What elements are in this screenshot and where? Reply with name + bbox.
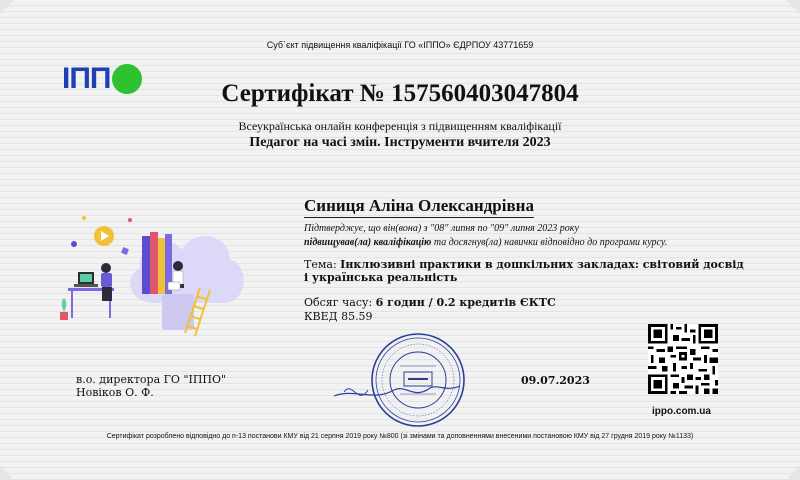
hours xyxy=(304,296,556,309)
topic-label: Тема: xyxy=(304,258,341,271)
corner-decoration xyxy=(786,0,800,14)
conference-name: Педагог на часі змін. Інструменти вчителя 2023 xyxy=(249,135,551,150)
confirmation-rest: та досягнув(ла) навички відповідно до програми курсу. xyxy=(431,237,668,248)
director-name: Новіков О. Ф. xyxy=(76,386,154,399)
corner-decoration xyxy=(0,0,14,14)
footer-note: Сертифікат розроблено відповідно до п-13 постанови КМУ від 21 серпня 2019 року №800 (зі змінами та доповненнями внесеними постановою КМУ від 27 грудня 2019 року №1133) xyxy=(106,433,694,440)
illustration-icon xyxy=(60,208,260,348)
confirmation-line-2 xyxy=(304,236,744,250)
certificate-title: Сертифікат № 157560403047804 xyxy=(221,80,579,107)
confirmation-line-1: Підтверджує, що він(вона) з "08" липня по "09" липня 2023 року xyxy=(304,223,579,234)
hours-value: 6 годин / 0.2 кредитів ЄКТС xyxy=(375,296,556,309)
corner-decoration xyxy=(0,466,14,480)
issue-date: 09.07.2023 xyxy=(521,374,590,387)
subject-line: Суб`єкт підвищення кваліфікації ГО «ІППО» ЄДРПОУ 43771659 xyxy=(266,40,534,50)
director-title: в.о. директора ГО "ІППО" xyxy=(76,373,227,386)
conference-line: Всеукраїнська онлайн конференція з підвищенням кваліфікації xyxy=(238,119,562,133)
kved: КВЕД 85.59 xyxy=(304,310,373,323)
website-link[interactable]: ippo.com.ua xyxy=(652,406,711,417)
corner-decoration xyxy=(786,466,800,480)
topic xyxy=(304,258,744,284)
confirmation-bold: підвищував(ла) кваліфікацію xyxy=(304,237,432,248)
logo-text: ІПП xyxy=(62,62,111,95)
confirmation-text xyxy=(304,222,744,250)
recipient-name: Синиця Аліна Олександрівна xyxy=(304,196,534,218)
qr-code-icon xyxy=(648,324,718,394)
hours-label: Обсяг часу: xyxy=(304,296,376,309)
topic-value: Інклюзивні практики в дошкільних закладах: світовий досвід і українська реальність xyxy=(304,258,744,284)
stamp-icon xyxy=(334,330,494,430)
